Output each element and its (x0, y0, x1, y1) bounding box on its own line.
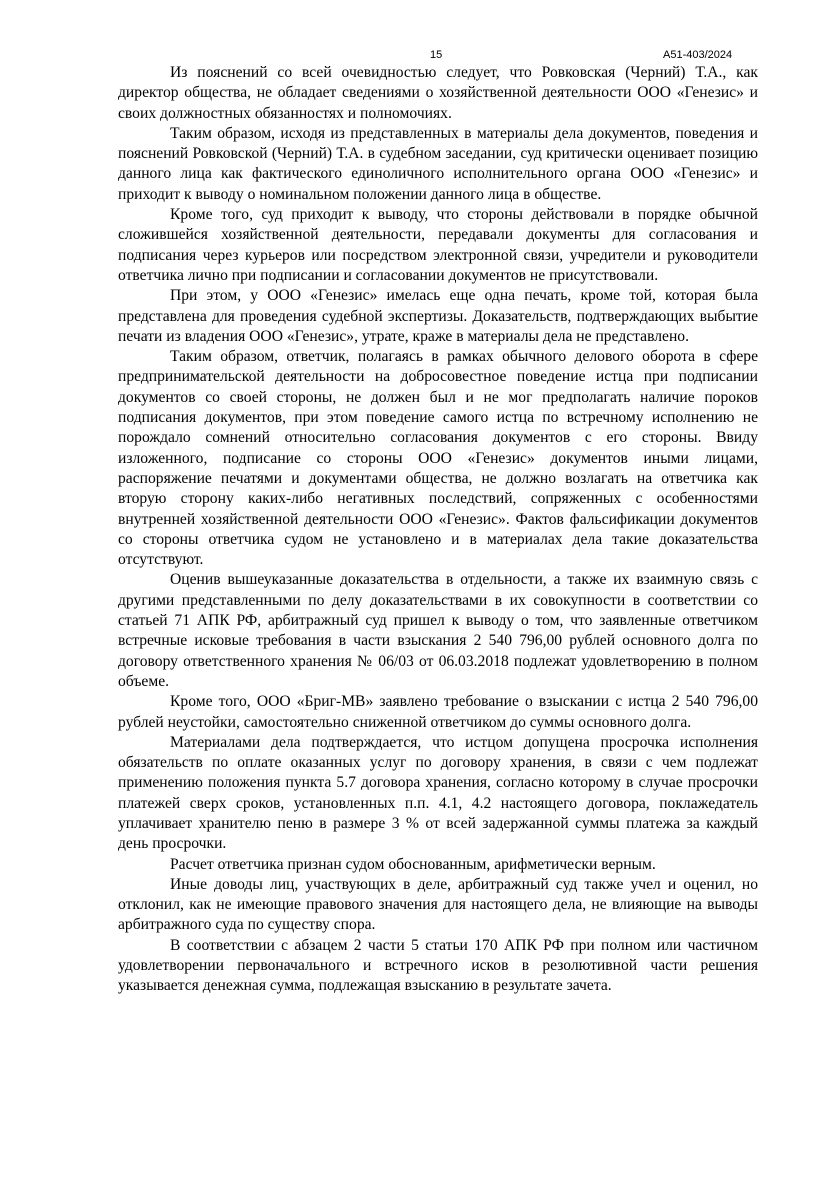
page-number: 15 (430, 49, 443, 61)
paragraph: Кроме того, ООО «Бриг-МВ» заявлено требование о взыскании с истца 2 540 796,00 рублей неустойки, самостоятельно сниженной ответчиком до суммы основного долга. (118, 693, 758, 731)
paragraph: Из пояснений со всей очевидностью следует, что Ровковская (Черний) Т.А., как директор общества, не обладает сведениями о хозяйственной деятельности ООО «Генезис» и своих должностных обязанностях и полномочиях. (118, 64, 758, 122)
paragraph: Таким образом, исходя из представленных в материалы дела документов, поведения и пояснений Ровковской (Черний) Т.А. в судебном заседании, суд критически оценивает позицию данного лица как фактического единоличного исполнительного органа ООО «Генезис» и приходит к выводу о номинальном положении данного лица в обществе. (118, 124, 758, 203)
paragraph: Материалами дела подтверждается, что истцом допущена просрочка исполнения обязательств по оплате оказанных услуг по договору хранения, в связи с чем подлежат применению положения пункта 5.7 договора хранения, согласно которому в случае просрочки платежей сверх сроков, установленных п.п. 4.1, 4.2 настоящего договора, поклажедатель уплачивает хранителю пеню в размере 3 % от всей задержанной суммы платежа за каждый день просрочки. (118, 733, 758, 853)
paragraph: В соответствии с абзацем 2 части 5 статьи 170 АПК РФ при полном или частичном удовлетворении первоначального и встречного исков в резолютивной части решения указывается денежная сумма, подлежащая взысканию в результате зачета. (118, 936, 758, 995)
paragraph: Оценив вышеуказанные доказательства в отдельности, а также их взаимную связь с другими представленными по делу доказательствами в их совокупности в соответствии со статьей 71 АПК РФ, арбитражный суд пришел к выводу о том, что заявленные ответчиком встречные исковые требования в части взыскания 2 540 796,00 рублей основного долга по договору ответственного хранения № 06/03 от 06.03.2018 подлежат удовлетворению в полном объеме. (118, 571, 758, 690)
paragraph: Расчет ответчика признан судом обоснованным, арифметически верным. (170, 855, 656, 873)
page-header (0, 46, 836, 64)
case-number: А51-403/2024 (663, 49, 733, 61)
document-body (118, 63, 758, 997)
paragraph: Таким образом, ответчик, полагаясь в рамках обычного делового оборота в сфере предпринимательской деятельности на добросовестное поведение истца при подписании документов со своей стороны, не должен был и не мог предполагать наличие пороков подписания документов, при этом поведение самого истца по встречному исполнению не порождало сомнений относительно согласования документов с его стороны. Ввиду изложенного, подписание со стороны ООО «Генезис» документов иными лицами, распоряжение печатями и документами общества, не должно возлагать на ответчика как вторую сторону каких-либо негативных последствий, сопряженных с особенностями внутренней хозяйственной деятельности ООО «Генезис». Фактов фальсификации документов со стороны ответчика судом не установлено и в материалах дела такие доказательства отсутствуют. (118, 348, 758, 569)
paragraph: Иные доводы лиц, участвующих в деле, арбитражный суд также учел и оценил, но отклонил, как не имеющие правового значения для настоящего дела, не влияющие на выводы арбитражного суда по существу спора. (118, 875, 758, 934)
paragraph: Кроме того, суд приходит к выводу, что стороны действовали в порядке обычной сложившейся хозяйственной деятельности, передавали документы для согласования и подписания через курьеров или посредством электронной связи, учредители и руководители ответчика лично при подписании и согласовании документов не присутствовали. (118, 206, 758, 284)
paragraph: При этом, у ООО «Генезис» имелась еще одна печать, кроме той, которая была представлена для проведения судебной экспертизы. Доказательств, подтверждающих выбытие печати из владения ООО «Генезис», утрате, краже в материалы дела не представлено. (118, 287, 758, 345)
